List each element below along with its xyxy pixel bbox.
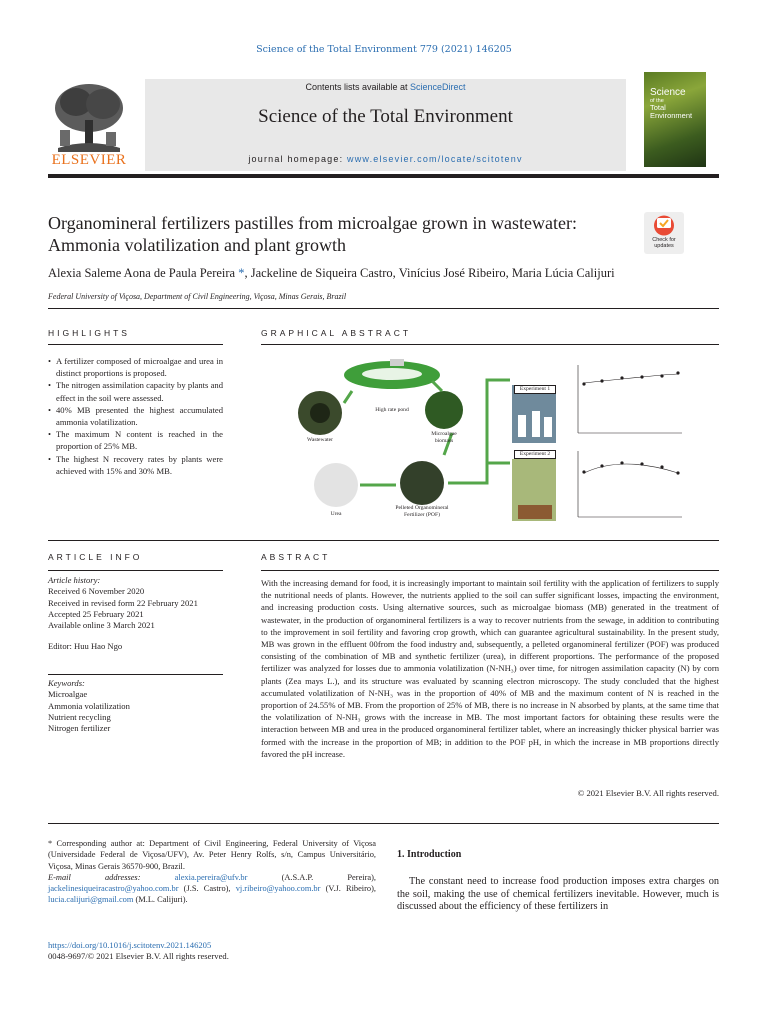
keyword-item: Ammonia volatilization [48, 700, 130, 711]
email-label: E-mail addresses: [48, 872, 175, 882]
keywords-block [48, 678, 248, 734]
journal-cover-title [650, 88, 706, 120]
keyword-item: Nutrient recycling [48, 711, 111, 722]
highlight-item: • 40% MB presented the highest accumulated ammonia volatilization. [48, 404, 223, 428]
email-link-3[interactable]: vj.ribeiro@yahoo.com.br [235, 884, 321, 894]
history-revised: Received in revised form 22 February 2021 [48, 597, 198, 608]
keywords-rule [48, 674, 223, 675]
article-title: Organomineral fertilizers pastilles from microalgae grown in wastewater: Ammonia volatilization and plant growth [48, 213, 577, 255]
keyword-item: Microalgae [48, 689, 88, 700]
sciencedirect-link[interactable]: ScienceDirect [410, 82, 466, 92]
email-owner-4: (M.L. Calijuri). [133, 895, 188, 905]
cover-title-line-3: Total Environment [650, 103, 693, 120]
journal-homepage [145, 154, 626, 164]
header-divider [48, 308, 719, 309]
abstract-heading: ABSTRACT [261, 552, 331, 562]
cover-title-line-2: of the [650, 98, 664, 104]
homepage-link[interactable]: www.elsevier.com/locate/scitotenv [347, 154, 523, 164]
graphical-abstract-drawing [292, 355, 687, 530]
highlights-rule [48, 344, 223, 345]
email-owner-3: (V.J. Ribeiro), [320, 884, 376, 894]
mid-divider [48, 540, 719, 541]
keywords-label: Keywords: [48, 678, 85, 688]
homepage-prefix: journal homepage: [248, 154, 347, 164]
highlight-item: • A fertilizer composed of microalgae and urea in distinct proportions is proposed. [48, 355, 223, 379]
abstract-text: With the increasing demand for food, it is increasingly important to maintain soil fertility with the application of fertilizers to supply the nutritional needs of plants. However, the nutrients applied to the soil can suffer significant losses, impacting the environment, and increasing production costs. Using alternative sources, such as microalgae biomass (MB) generated in the treatment of wastewater, in the production of organomineral fertilizers is a way to recover nutrients from the sewage, in addition to contributing to the improvement in soil fertility and favoring crop growth, which can guarantee agricultural sustainability. In the present study, MB was grown in the effluent 00from the food industry and, subsequently, a pelleted organomineral fertilizer (POF) was produced consisting of the combination of MB and synthetic fertilizer (urea), in different proportions. The performance of the proposed fertilizer was analyzed for losses due to ammonia volatilization (N-NH₃) over time, for nitrogen assimilation capacity (N) by corn plants (Zea mays L.), and its structure was evaluated by scanning electron microscopy. The study concluded that the highest accumulated volatilization of N-NH₃ was in the proportion of 40% of MB and the maximum content of N is reached in the proportion of 24.55% of MB. From the proportion of 25% of MB, there is no increase in N absorbed by plants, at the same time that the volatilization of N-NH₃ grows with the increase in MB. The most important factors for obtaining these results were the interaction between MB and urea in the produced organomineral fertilizer tablet, where an increasingly thicker physical barrier was formed with the increase in the proportion of MB; in addition to the POF pH, in which the increase in MB proportions directly favored the pH increase. [261, 578, 719, 759]
chart-2-plot [578, 451, 682, 517]
doi-link[interactable]: https://doi.org/10.1016/j.scitotenv.2021.146205 [48, 940, 212, 950]
label-experiment-1: Experiment 1 [514, 385, 556, 394]
contents-prefix: Contents lists available at [305, 82, 411, 92]
cover-title-line-1: Science [650, 87, 686, 98]
graphical-abstract-figure [292, 355, 687, 530]
journal-title: Science of the Total Environment [258, 106, 513, 127]
email-link-1[interactable]: alexia.pereira@ufv.br [174, 872, 248, 882]
highlight-item: • The maximum N content is reached in the proportion of 25% MB. [48, 428, 223, 452]
history-online: Available online 3 March 2021 [48, 620, 155, 631]
author-list [48, 266, 719, 281]
microalgae-photo [425, 391, 463, 429]
journal-citation[interactable]: Science of the Total Environment 779 (2021) 146205 [256, 44, 512, 55]
urea-photo [314, 463, 358, 507]
introduction-text: The constant need to increase food production imposes extra charges on the soil, making the use of chemical fertilizers inevitable. However, much is discussed about the efficiency of these fertilizers in [397, 876, 719, 913]
label-pof: Pelleted Organomineral Fertilizer (POF) [395, 505, 449, 518]
email-owner-1: (A.S.A.P. Pereira), [247, 872, 377, 882]
highlight-item: • The nitrogen assimilation capacity by plants and effect in the soil were assessed. [48, 379, 223, 403]
email-link-4[interactable]: lucia.calijuri@gmail.com [48, 895, 134, 905]
history-label: Article history: [48, 575, 101, 585]
first-author: Alexia Saleme Aona de Paula Pereira [48, 266, 236, 280]
affiliation: Federal University of Viçosa, Department of Civil Engineering, Viçosa, Minas Gerais, Brazil [48, 292, 347, 301]
issn-line: 0048-9697/© 2021 Elsevier B.V. All rights reserved. [48, 951, 229, 962]
check-updates-icon [651, 214, 677, 237]
label-experiment-2: Experiment 2 [514, 450, 556, 459]
article-history [48, 575, 248, 631]
masthead-rule [48, 174, 719, 178]
abstract-rule [261, 570, 719, 571]
corresponding-text: * Corresponding author at: Department of Civil Engineering, Federal University of Viçosa (Universidade Federal de Viçosa/UFV), Av. Peter Henry Rolfs, s/n, Campus Universitário, Viçosa, Minas Gerais 36570-900, Brazil. [48, 839, 376, 871]
email-addresses [48, 872, 376, 906]
abstract-copyright: © 2021 Elsevier B.V. All rights reserved. [577, 788, 719, 798]
history-received: Received 6 November 2020 [48, 586, 145, 597]
keyword-item: Nitrogen fertilizer [48, 723, 111, 734]
label-microalgae: Microalgae biomass [431, 431, 457, 444]
other-authors: , Jackeline de Siqueira Castro, Vinícius José Ribeiro, Maria Lúcia Calijuri [244, 266, 615, 280]
article-info-rule [48, 570, 223, 571]
corresponding-footnote [48, 838, 376, 906]
chart-1-plot [578, 365, 682, 433]
label-urea: Urea [330, 511, 342, 517]
elsevier-wordmark: ELSEVIER [51, 152, 127, 168]
history-accepted: Accepted 25 February 2021 [48, 608, 144, 619]
pof-photo [400, 461, 444, 505]
graphical-abstract-heading: GRAPHICAL ABSTRACT [261, 328, 412, 338]
highlights-heading: HIGHLIGHTS [48, 328, 130, 338]
label-wastewater: Wastewater [307, 437, 333, 443]
introduction-heading: 1. Introduction [397, 849, 462, 860]
email-owner-2: (J.S. Castro), [178, 884, 236, 894]
check-updates-label: Check for updates [652, 237, 676, 249]
highlights-list [48, 355, 223, 477]
graphical-abstract-rule [261, 344, 719, 345]
label-pond: High rate pond [375, 407, 409, 413]
body-divider [48, 823, 719, 824]
editor: Editor: Huu Hao Ngo [48, 641, 123, 651]
doi-block [48, 940, 229, 963]
article-info-heading: ARTICLE INFO [48, 552, 143, 562]
highlight-item: • The highest N recovery rates by plants were achieved with 15% and 30% MB. [48, 453, 223, 477]
contents-line [145, 82, 626, 92]
email-link-2[interactable]: jackelinesiqueiracastro@yahoo.com.br [48, 884, 179, 894]
corresponding-marker[interactable]: * [235, 266, 245, 280]
